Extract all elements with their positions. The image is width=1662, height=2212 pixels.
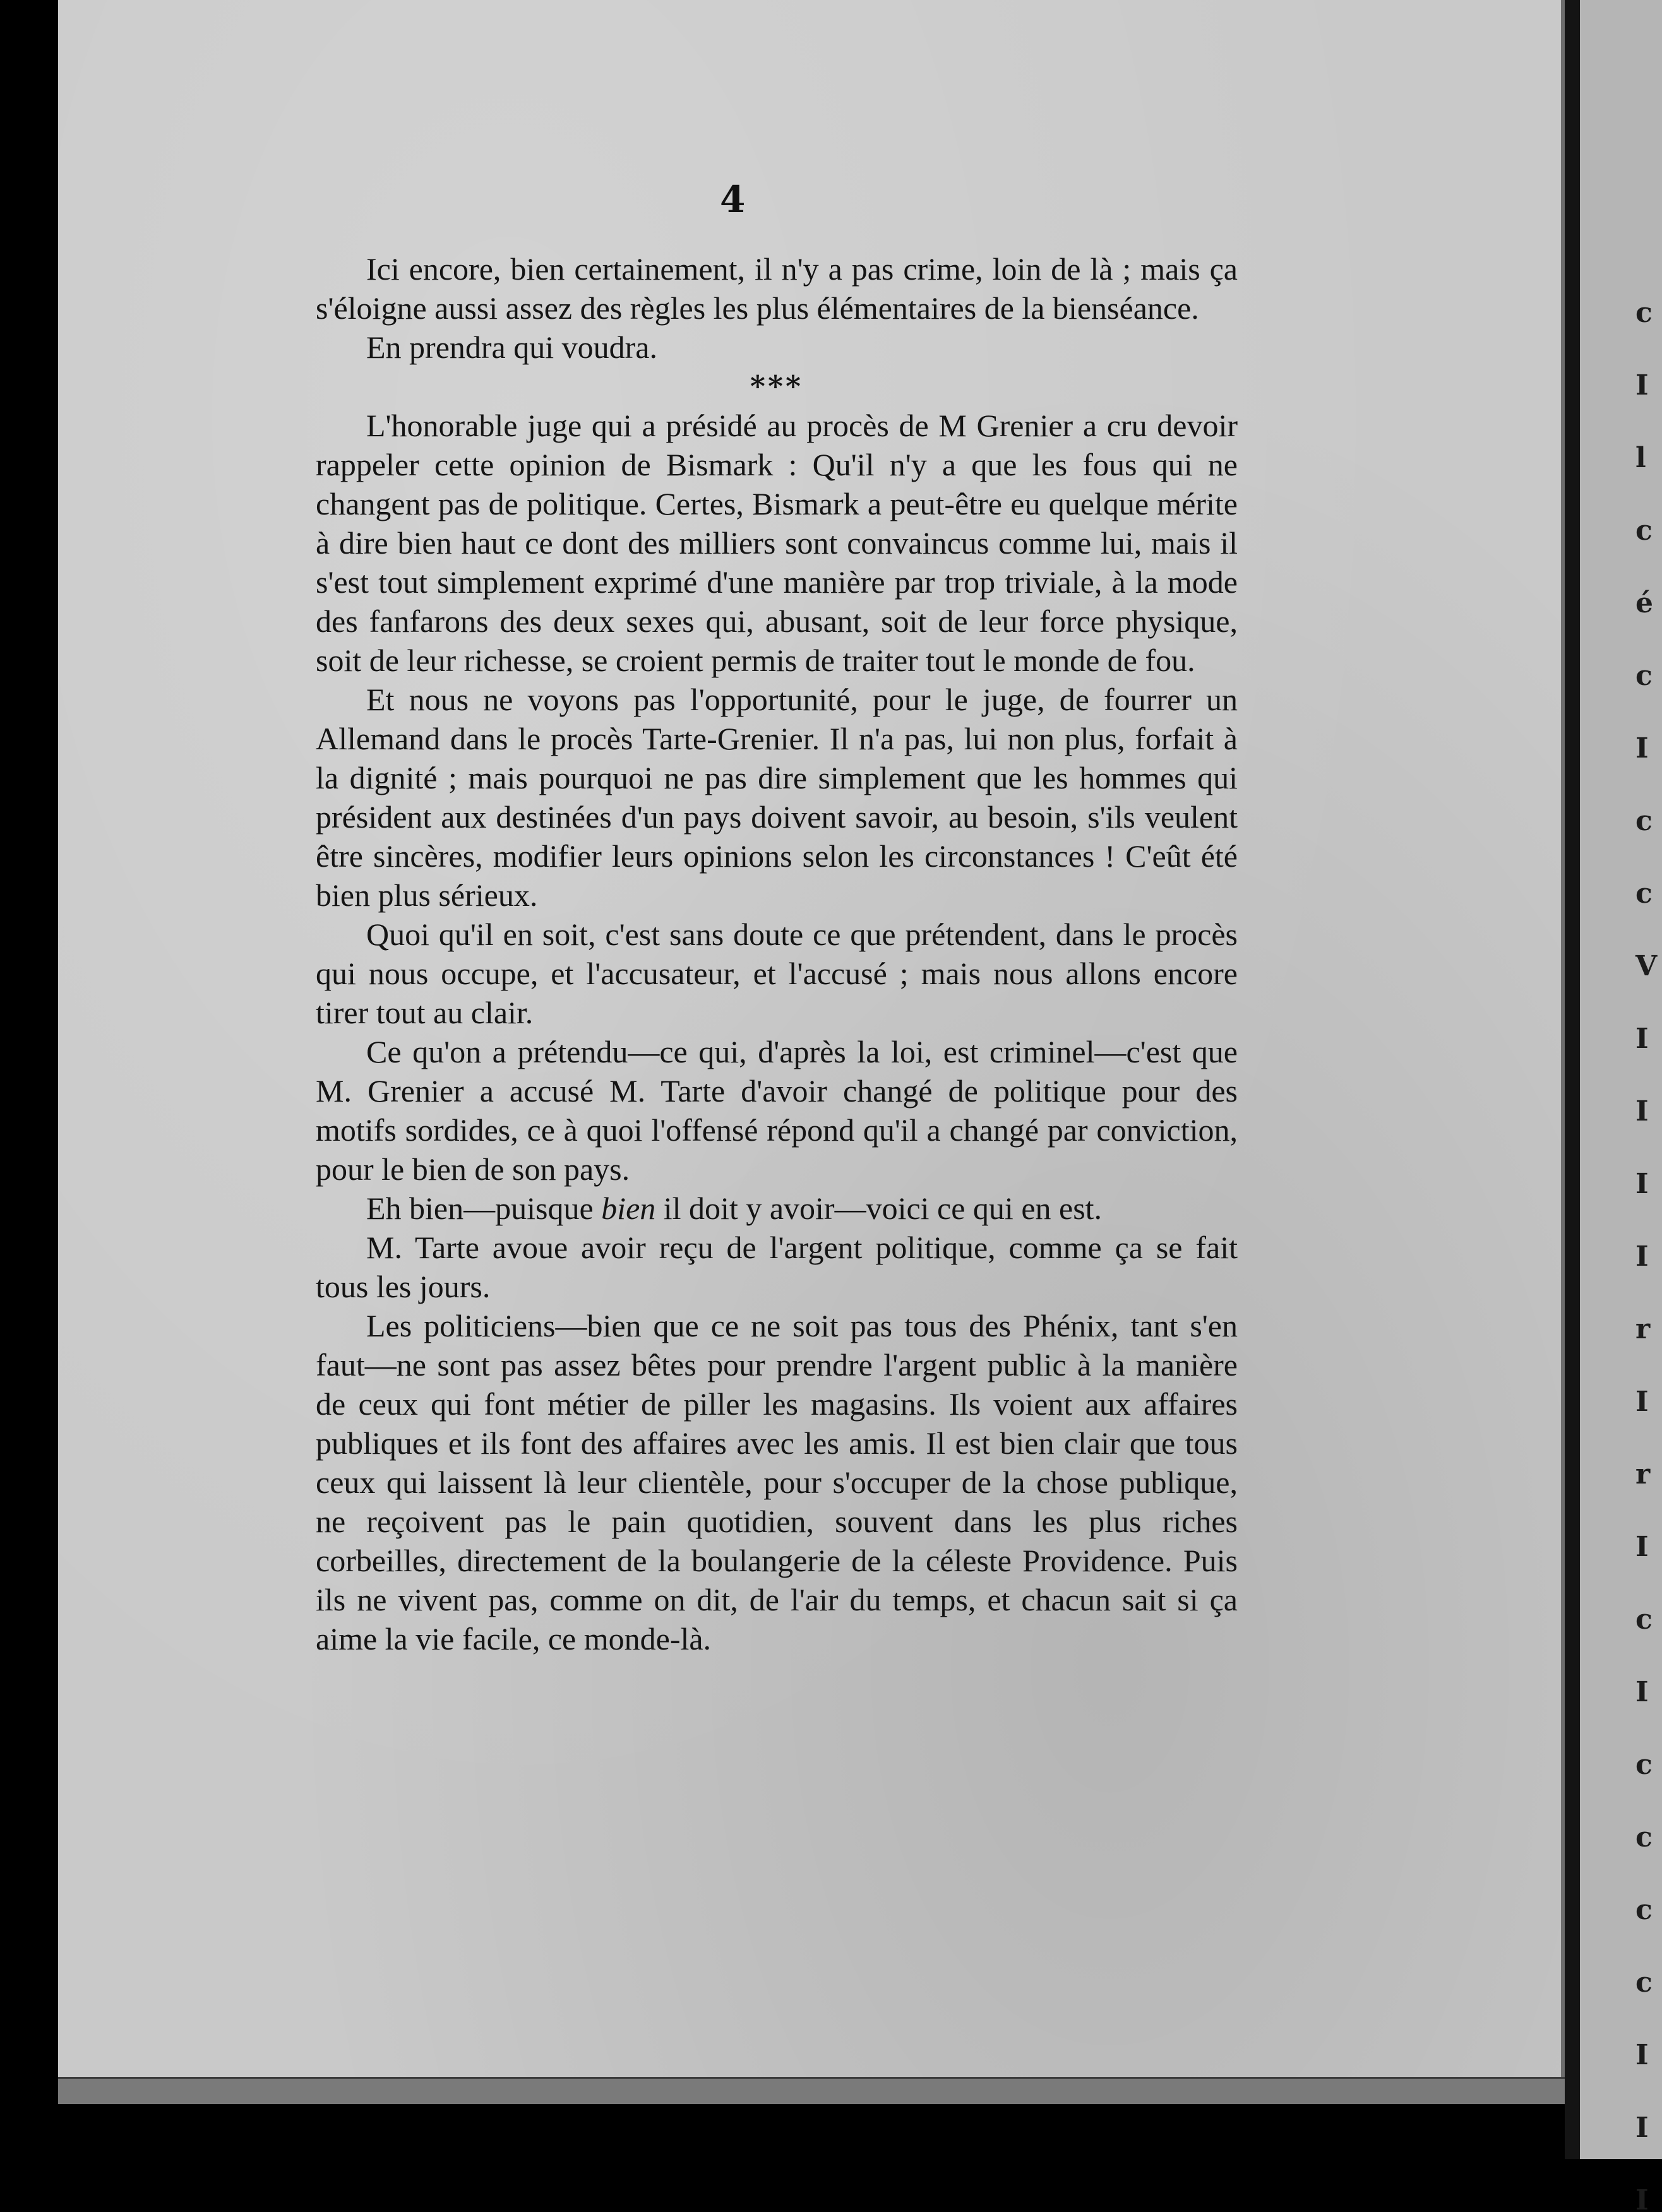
paragraph-text: Eh bien—puisque bbox=[366, 1191, 602, 1226]
facing-page-letter: I bbox=[1635, 1240, 1649, 1273]
paragraph: En prendra qui voudra. bbox=[366, 330, 657, 365]
facing-page-letter: c bbox=[1635, 877, 1653, 910]
page-number: 4 bbox=[720, 178, 746, 221]
facing-page-letter: c bbox=[1635, 1966, 1653, 1999]
paragraph: M. Tarte avoue avoir reçu de l'argent politique, comme ça se fait tous les jours. bbox=[316, 1230, 1238, 1304]
section-separator: *** bbox=[750, 369, 804, 403]
facing-page-letter: I bbox=[1635, 1023, 1649, 1055]
paragraph bbox=[316, 1189, 1238, 1228]
facing-page-letter: c bbox=[1635, 297, 1653, 329]
facing-page-letter: I bbox=[1635, 1676, 1649, 1708]
page-edge bbox=[58, 2077, 1599, 2104]
facing-page-letter: I bbox=[1635, 732, 1649, 764]
facing-page-letter: c bbox=[1635, 514, 1653, 547]
facing-page-letter: I bbox=[1635, 1386, 1649, 1418]
paragraph: Quoi qu'il en soit, c'est sans doute ce que prétendent, dans le procès qui nous occupe, et l'accusateur, et l'accusé ; mais nous allons encore tirer tout au clair. bbox=[316, 917, 1238, 1030]
facing-page-letter: I bbox=[1635, 2184, 1649, 2212]
emphasis-word: bien bbox=[601, 1191, 656, 1226]
facing-page-letter: r bbox=[1635, 1313, 1651, 1345]
paragraph: Ici encore, bien certainement, il n'y a pas crime, loin de là ; mais ça s'éloigne aussi assez des règles les plus élémentaires de la bienséance. bbox=[316, 251, 1238, 326]
facing-page-letter: I bbox=[1635, 1531, 1649, 1563]
facing-page-letter: V bbox=[1635, 950, 1658, 982]
facing-page-letter: l bbox=[1635, 442, 1646, 474]
paragraph: Les politiciens—bien que ce ne soit pas tous des Phénix, tant s'en faut—ne sont pas assez bêtes pour prendre l'argent public à la manière de ceux qui font métier de piller les magasins. Ils voient aux affaires publiques et ils font des affaires avec les amis. Il est bien clair que tous ceux qui laissent là leur clientèle, pour s'occuper de la chose publique, ne reçoivent pas le pain quotidien, souvent dans les plus riches corbeilles, directement de la boulangerie de la céleste Providence. Puis ils ne vivent pas, comme on dit, de l'air du temps, et chacun sait si ça aime la vie facile, ce monde-là. bbox=[316, 1308, 1238, 1656]
paragraph: Ce qu'on a prétendu—ce qui, d'après la loi, est criminel—c'est que M. Grenier a accusé M. Tarte d'avoir changé de politique pour des motifs sordides, ce à quoi l'offensé répond qu'il a changé par conviction, pour le bien de son pays. bbox=[316, 1034, 1238, 1187]
paragraph: Et nous ne voyons pas l'opportunité, pour le juge, de fourrer un Allemand dans le procès Tarte-Grenier. Il n'a pas, lui non plus, forfait à la dignité ; mais pourquoi ne pas dire simplement que les hommes qui président aux destinées d'un pays doivent savoir, au besoin, s'ils veulent être sincères, modifier leurs opinions selon les circonstances ! C'eût été bien plus sérieux. bbox=[316, 682, 1238, 913]
facing-page-letter: I bbox=[1635, 1095, 1649, 1127]
facing-page-letter: I bbox=[1635, 369, 1649, 401]
facing-page-letter: c bbox=[1635, 1603, 1653, 1636]
facing-page-letter: c bbox=[1635, 805, 1653, 837]
paragraph-text: il doit y avoir—voici ce qui en est. bbox=[655, 1191, 1103, 1226]
facing-page-letter: r bbox=[1635, 1458, 1651, 1490]
facing-page-letter: I bbox=[1635, 1168, 1649, 1200]
facing-page-letter: I bbox=[1635, 2039, 1649, 2071]
facing-page-letter: c bbox=[1635, 1894, 1653, 1926]
facing-page-letter: é bbox=[1635, 587, 1653, 619]
facing-page-letter: c bbox=[1635, 1749, 1653, 1781]
facing-page-letter: I bbox=[1635, 2112, 1649, 2144]
facing-page-letter: c bbox=[1635, 660, 1653, 692]
paragraph: L'honorable juge qui a présidé au procès de M Grenier a cru devoir rappeler cette opinion de Bismark : Qu'il n'y a que les fous qui ne changent pas de politique. Certes, Bismark a peut-être eu quelque mérite à dire bien haut ce dont des milliers sont convaincus comme lui, mais il s'est tout simplement exprimé d'une manière par trop triviale, à la mode des fanfarons des deux sexes qui, abusant, soit de leur force physique, soit de leur richesse, se croient permis de traiter tout le monde de fou. bbox=[316, 408, 1238, 678]
body-text bbox=[316, 249, 1238, 1658]
book-spine bbox=[1565, 0, 1580, 2159]
facing-page-letter: c bbox=[1635, 1821, 1653, 1853]
